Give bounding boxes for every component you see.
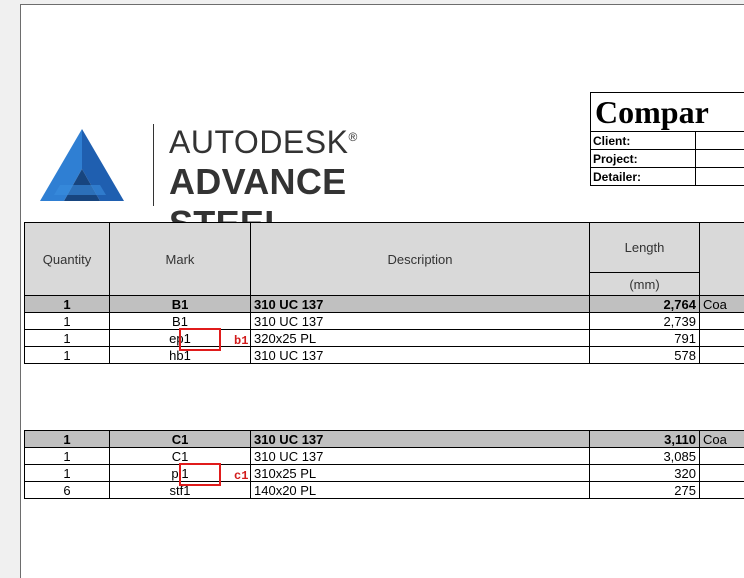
project-label: Project:	[591, 150, 696, 168]
autodesk-logo	[40, 119, 460, 209]
detailer-label: Detailer:	[591, 168, 696, 186]
header-description: Description	[251, 223, 590, 296]
project-value	[696, 150, 744, 168]
header-length-unit: (mm)	[590, 273, 700, 296]
annotation-b1: b1	[234, 334, 249, 348]
table-row: 1 hb1 310 UC 137 578	[25, 347, 744, 364]
table-row: 1 C1 310 UC 137 3,085	[25, 448, 744, 465]
table-row: 1 ep1 320x25 PL 791	[25, 330, 744, 347]
group-row: 1 C1 310 UC 137 3,110 Coa	[25, 431, 744, 448]
header-quantity: Quantity	[25, 223, 110, 296]
group-row: 1 B1 310 UC 137 2,764 Coa	[25, 296, 744, 313]
header-mark: Mark	[110, 223, 251, 296]
logo-separator	[153, 124, 154, 206]
client-value	[696, 132, 744, 150]
highlight-box-b1	[179, 328, 221, 351]
table-row: 6 stf1 140x20 PL 275	[25, 482, 744, 499]
table-row: 1 pl1 310x25 PL 320	[25, 465, 744, 482]
parts-table-group-c1	[24, 430, 744, 499]
autodesk-a-icon	[40, 129, 124, 201]
detailer-value	[696, 168, 744, 186]
company-title: Compar	[591, 93, 744, 132]
header-length: Length	[590, 223, 700, 273]
client-label: Client:	[591, 132, 696, 150]
logo-product-text: ADVANCE	[169, 161, 347, 202]
highlight-box-c1	[179, 463, 221, 486]
table-row: 1 B1 310 UC 137 2,739	[25, 313, 744, 330]
annotation-c1: c1	[234, 469, 249, 483]
logo-autodesk-text: AUTODESK®	[169, 124, 358, 160]
header-extra	[700, 223, 744, 296]
title-block	[590, 92, 744, 186]
parts-table-header	[24, 222, 744, 364]
